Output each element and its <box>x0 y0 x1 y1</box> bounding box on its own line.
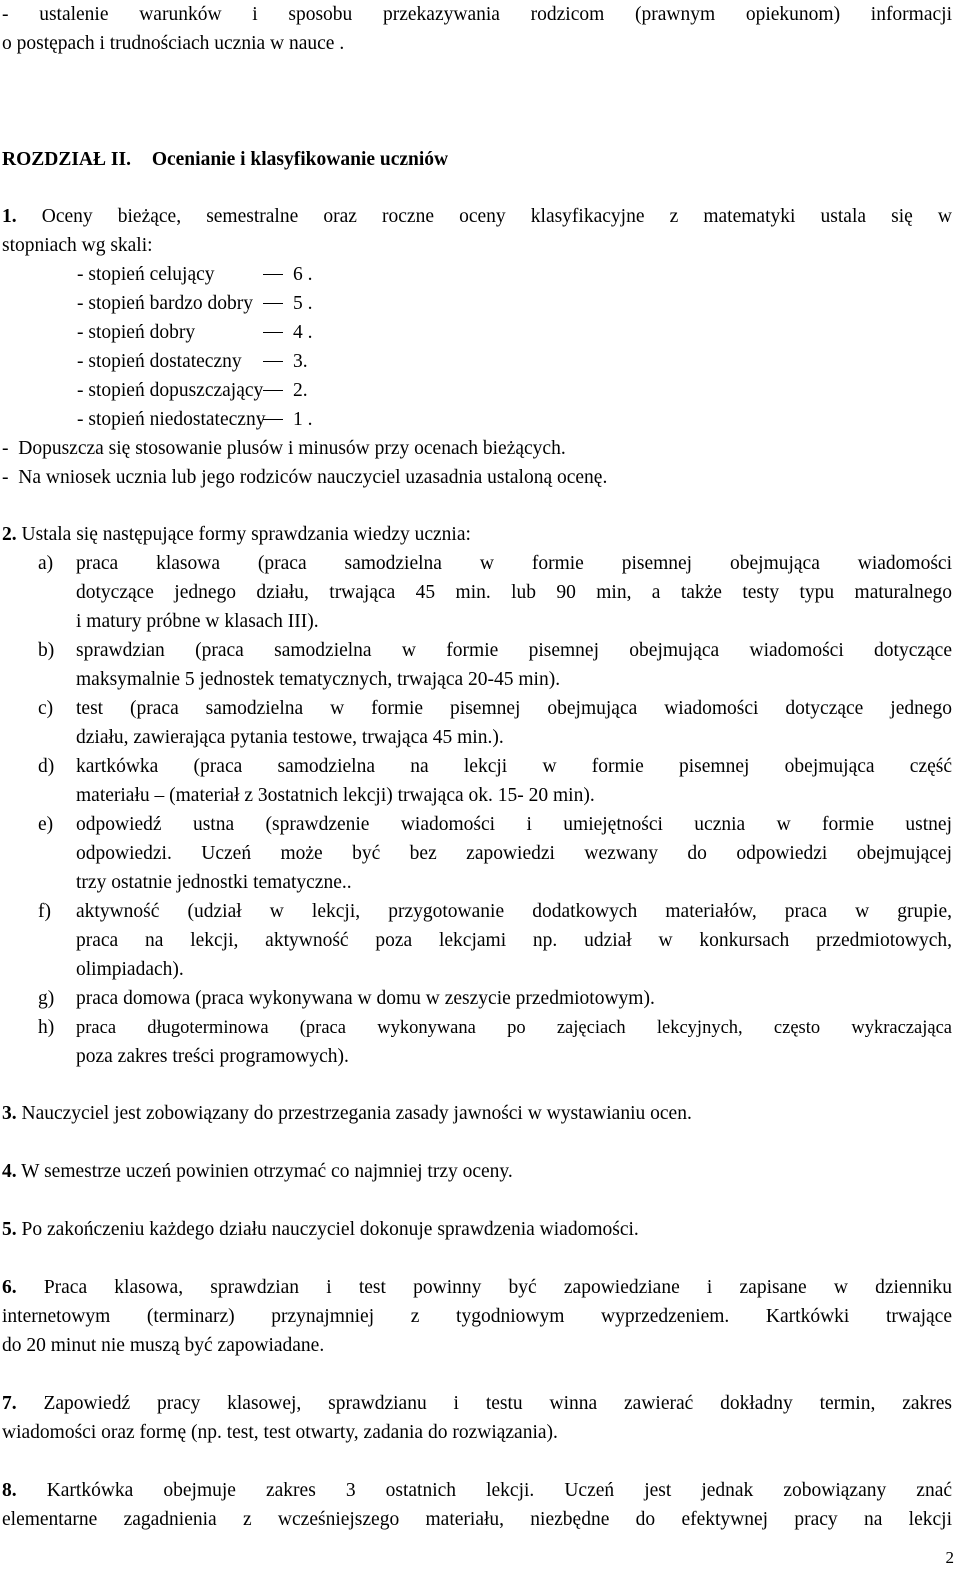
s2-number: 2. <box>2 524 17 545</box>
grade-label: - stopień dobry <box>77 322 196 343</box>
item-line: praca długoterminowa (praca wykonywana po zajęciach lekcyjnych, często wykraczająca <box>76 1018 952 1038</box>
s7-line-1: 7. Zapowiedź pracy klasowej, sprawdzianu i testu winna zawierać dokładny termin, zakres <box>2 1393 952 1414</box>
item-letter: a) <box>38 553 54 574</box>
grade-label: - stopień dopuszczający <box>77 380 264 401</box>
s6-line-2: internetowym (terminarz) przynajmniej z tygodniowym wyprzedzeniem. Kartkówki trwające <box>2 1306 952 1327</box>
s4-number: 4. <box>2 1161 17 1182</box>
item-line: i matury próbne w klasach III). <box>76 611 319 632</box>
grade-label: - stopień dostateczny <box>77 351 242 372</box>
s6-line-3: do 20 minut nie muszą być zapowiadane. <box>2 1335 325 1356</box>
grade-value: 4 . <box>263 322 313 344</box>
s3-paragraph: 3. Nauczyciel jest zobowiązany do przestrzegania zasady jawności w wystawianiu ocen. <box>2 1103 692 1124</box>
intro-line-2: o postępach i trudnościach ucznia w nauce . <box>2 33 345 54</box>
item-line: trzy ostatnie jednostki tematyczne.. <box>76 872 352 893</box>
item-line: test (praca samodzielna w formie pisemnej obejmująca wiadomości dotyczące jednego <box>76 698 952 719</box>
s3-number: 3. <box>2 1103 17 1124</box>
chapter-number: ROZDZIAŁ II. <box>2 149 131 170</box>
s5-number: 5. <box>2 1219 17 1240</box>
grade-value: 5 . <box>263 293 313 315</box>
item-line: kartkówka (praca samodzielna na lekcji w formie pisemnej obejmująca część <box>76 756 952 777</box>
grade-value: 6 . <box>263 264 313 286</box>
grade-value: 1 . <box>263 409 313 431</box>
item-line: odpowiedzi. Uczeń może być bez zapowiedzi wezwany do odpowiedzi obejmującej <box>76 843 952 864</box>
item-line: odpowiedź ustna (sprawdzenie wiadomości i umiejętności ucznia w formie ustnej <box>76 814 952 835</box>
s7-line-2: wiadomości oraz formę (np. test, test otwarty, zadania do rozwiązania). <box>2 1422 558 1443</box>
grade-value: 2. <box>263 380 308 402</box>
item-line: działu, zawierająca pytania testowe, trwająca 45 min.). <box>76 727 504 748</box>
item-line: poza zakres treści programowych). <box>76 1046 349 1067</box>
item-letter: e) <box>38 814 54 835</box>
item-line: olimpiadach). <box>76 959 184 980</box>
s4-paragraph: 4. W semestrze uczeń powinien otrzymać co najmniej trzy oceny. <box>2 1161 513 1182</box>
item-line: praca na lekcji, aktywność poza lekcjami np. udział w konkursach przedmiotowych, <box>76 930 952 951</box>
s2-intro: 2. Ustala się następujące formy sprawdzania wiedzy ucznia: <box>2 524 471 545</box>
item-letter: h) <box>38 1017 55 1038</box>
s6-number: 6. <box>2 1277 17 1298</box>
item-letter: g) <box>38 988 55 1009</box>
item-line: materiału – (materiał z 3ostatnich lekcji) trwająca ok. 15- 20 min). <box>76 785 595 806</box>
s1-number: 1. <box>2 206 17 227</box>
s6-line-1: 6. Praca klasowa, sprawdzian i test powinny być zapowiedziane i zapisane w dzienniku <box>2 1277 952 1298</box>
item-line: maksymalnie 5 jednostek tematycznych, trwająca 20-45 min). <box>76 669 561 690</box>
item-letter: f) <box>38 901 51 922</box>
item-line: sprawdzian (praca samodzielna w formie pisemnej obejmująca wiadomości dotyczące <box>76 640 952 661</box>
chapter-heading <box>2 149 448 171</box>
item-line: dotyczące jednego działu, trwająca 45 min. lub 90 min, a także testy typu maturalnego <box>76 582 952 603</box>
s8-line-2: elementarne zagadnienia z wcześniejszego materiału, niezbędne do efektywnej pracy na lekcji <box>2 1509 952 1530</box>
page-number: 2 <box>945 1548 954 1567</box>
s1-line-2: stopniach wg skali: <box>2 235 153 256</box>
grade-label: - stopień niedostateczny <box>77 409 266 430</box>
grade-label: - stopień bardzo dobry <box>77 293 253 314</box>
s8-line-1: 8. Kartkówka obejmuje zakres 3 ostatnich lekcji. Uczeń jest jednak zobowiązany znać <box>2 1480 953 1501</box>
item-letter: d) <box>38 756 55 777</box>
s8-number: 8. <box>2 1480 17 1501</box>
item-letter: c) <box>38 698 54 719</box>
item-line: praca klasowa (praca samodzielna w formie pisemnej obejmująca wiadomości <box>76 553 952 574</box>
s1-note-1: - Dopuszcza się stosowanie plusów i minusów przy ocenach bieżących. <box>2 438 566 459</box>
intro-line-1: - ustalenie warunków i sposobu przekazywania rodzicom (prawnym opiekunom) informacji <box>2 4 952 25</box>
s7-number: 7. <box>2 1393 17 1414</box>
grade-label: - stopień celujący <box>77 264 215 285</box>
item-line: praca domowa (praca wykonywana w domu w zeszycie przedmiotowym). <box>76 988 655 1009</box>
chapter-title: Ocenianie i klasyfikowanie uczniów <box>151 149 449 170</box>
item-letter: b) <box>38 640 55 661</box>
grade-value: 3. <box>263 351 308 373</box>
s1-line-1: 1. Oceny bieżące, semestralne oraz roczne oceny klasyfikacyjne z matematyki ustala się w <box>2 206 952 227</box>
s1-note-2: - Na wniosek ucznia lub jego rodziców nauczyciel uzasadnia ustaloną ocenę. <box>2 467 608 488</box>
s5-paragraph: 5. Po zakończeniu każdego działu nauczyciel dokonuje sprawdzenia wiadomości. <box>2 1219 639 1240</box>
item-line: aktywność (udział w lekcji, przygotowanie dodatkowych materiałów, praca w grupie, <box>76 901 952 922</box>
